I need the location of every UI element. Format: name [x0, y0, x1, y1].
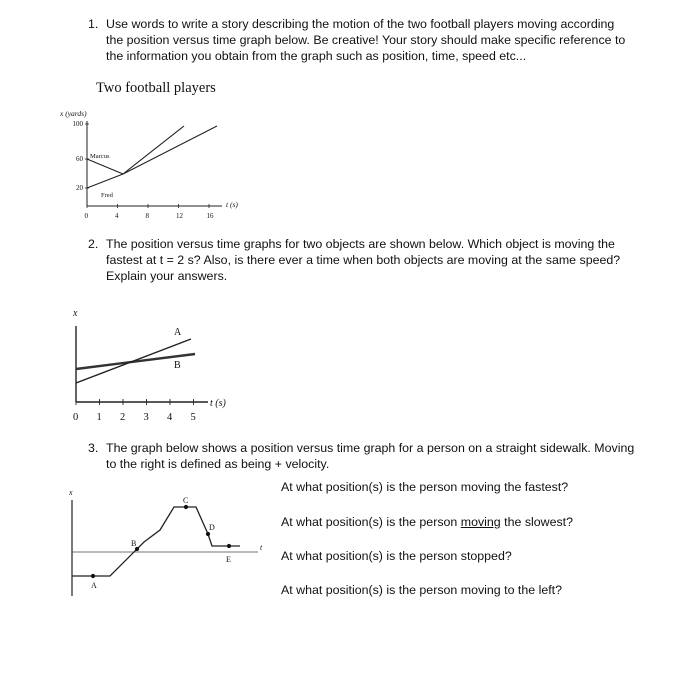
graph-1-x-label: t (s) [226, 200, 238, 209]
graph-1-y-tick-label: 60 [76, 155, 83, 163]
sub-question-text: At what position(s) is the person moving the fastest? [281, 480, 569, 494]
graph-3-point-e [227, 544, 231, 548]
graph-2-y-label: x [73, 308, 78, 319]
graph-2-x-tick-label: 3 [143, 412, 149, 423]
question-3-text [106, 440, 688, 472]
sub-question-text: At what position(s) is the person moving to the left? [281, 583, 562, 597]
graph-1-x-tick-label: 8 [145, 212, 149, 220]
question-1 [88, 16, 688, 64]
question-1-number: 1. [88, 17, 99, 31]
graph-3-label-e: E [226, 555, 231, 564]
graph-1-title: Two football players [96, 80, 216, 96]
graph-2-x-tick-label: 2 [120, 412, 126, 423]
graph-3-y-label: x [69, 488, 73, 497]
question-2-line: Explain your answers. [106, 269, 228, 283]
graph-2-x-tick-label: 4 [167, 412, 173, 423]
graph-3-motion-line [72, 507, 240, 576]
graph-1-y-label: x (yards) [60, 109, 87, 118]
sub-question-text: At what position(s) is the person [281, 515, 461, 529]
question-1-line: Use words to write a story describing the motion of the two football players moving according [106, 17, 615, 31]
graph-2-x-label: t (s) [210, 398, 226, 409]
question-1-line: the information you obtain from the graph such as position, time, speed etc... [106, 49, 527, 63]
question-2-line: The position versus time graphs for two objects are shown below. Which object is moving the [106, 237, 615, 251]
question-3-sub-3 [281, 549, 512, 563]
graph-1-y-tick-label: 100 [72, 120, 83, 128]
graph-1-x-tick-label: 0 [84, 212, 88, 220]
question-2 [88, 236, 688, 284]
graph-1-label-marcus: Marcus [90, 153, 110, 160]
graph-3 [62, 486, 272, 598]
sub-question-text: At what position(s) is the person stopped? [281, 549, 512, 563]
graph-1-y-tick-label: 20 [76, 184, 83, 192]
question-3-sub-4 [281, 583, 562, 597]
graph-1-x-tick-label: 12 [176, 212, 183, 220]
question-3-line: The graph below shows a position versus time graph for a person on a straight sidewalk. Moving [106, 441, 635, 455]
graph-2-x-tick-label: 0 [73, 412, 79, 423]
sub-question-underlined: moving [460, 515, 501, 529]
graph-2 [62, 304, 252, 428]
question-3-sub-1 [281, 480, 568, 494]
question-3 [88, 440, 688, 472]
question-1-text [106, 16, 688, 64]
question-2-text [106, 236, 688, 284]
graph-1-label-fred: Fred [101, 192, 113, 199]
graph-1 [60, 104, 250, 224]
question-1-line: the position versus time graph below. Be creative! Your story should make specific reference to [106, 33, 626, 47]
graph-1-x-tick-label: 16 [206, 212, 214, 220]
graph-3-point-a [91, 574, 95, 578]
graph-3-label-b: B [131, 539, 137, 548]
graph-3-label-a: A [91, 581, 97, 590]
graph-1-x-tick-label: 4 [115, 212, 119, 220]
graph-2-x-tick-label: 1 [96, 412, 102, 423]
question-3-sub-2 [281, 515, 573, 529]
graph-2-label-a: A [174, 327, 182, 338]
graph-2-x-tick-label: 5 [190, 412, 196, 423]
graph-3-label-c: C [183, 496, 189, 505]
question-3-number: 3. [88, 441, 99, 455]
question-2-number: 2. [88, 237, 99, 251]
graph-3-point-c [184, 505, 188, 509]
graph-3-x-label: t [260, 543, 263, 552]
question-3-line: to the right is defined as being + velocity. [106, 457, 330, 471]
graph-2-label-b: B [174, 360, 181, 371]
graph-3-point-d [206, 532, 210, 536]
sub-question-text: the slowest? [500, 515, 574, 529]
graph-3-label-d: D [209, 523, 215, 532]
question-2-line: fastest at t = 2 s? Also, is there ever a time when both objects are moving at the same speed? [106, 253, 621, 267]
